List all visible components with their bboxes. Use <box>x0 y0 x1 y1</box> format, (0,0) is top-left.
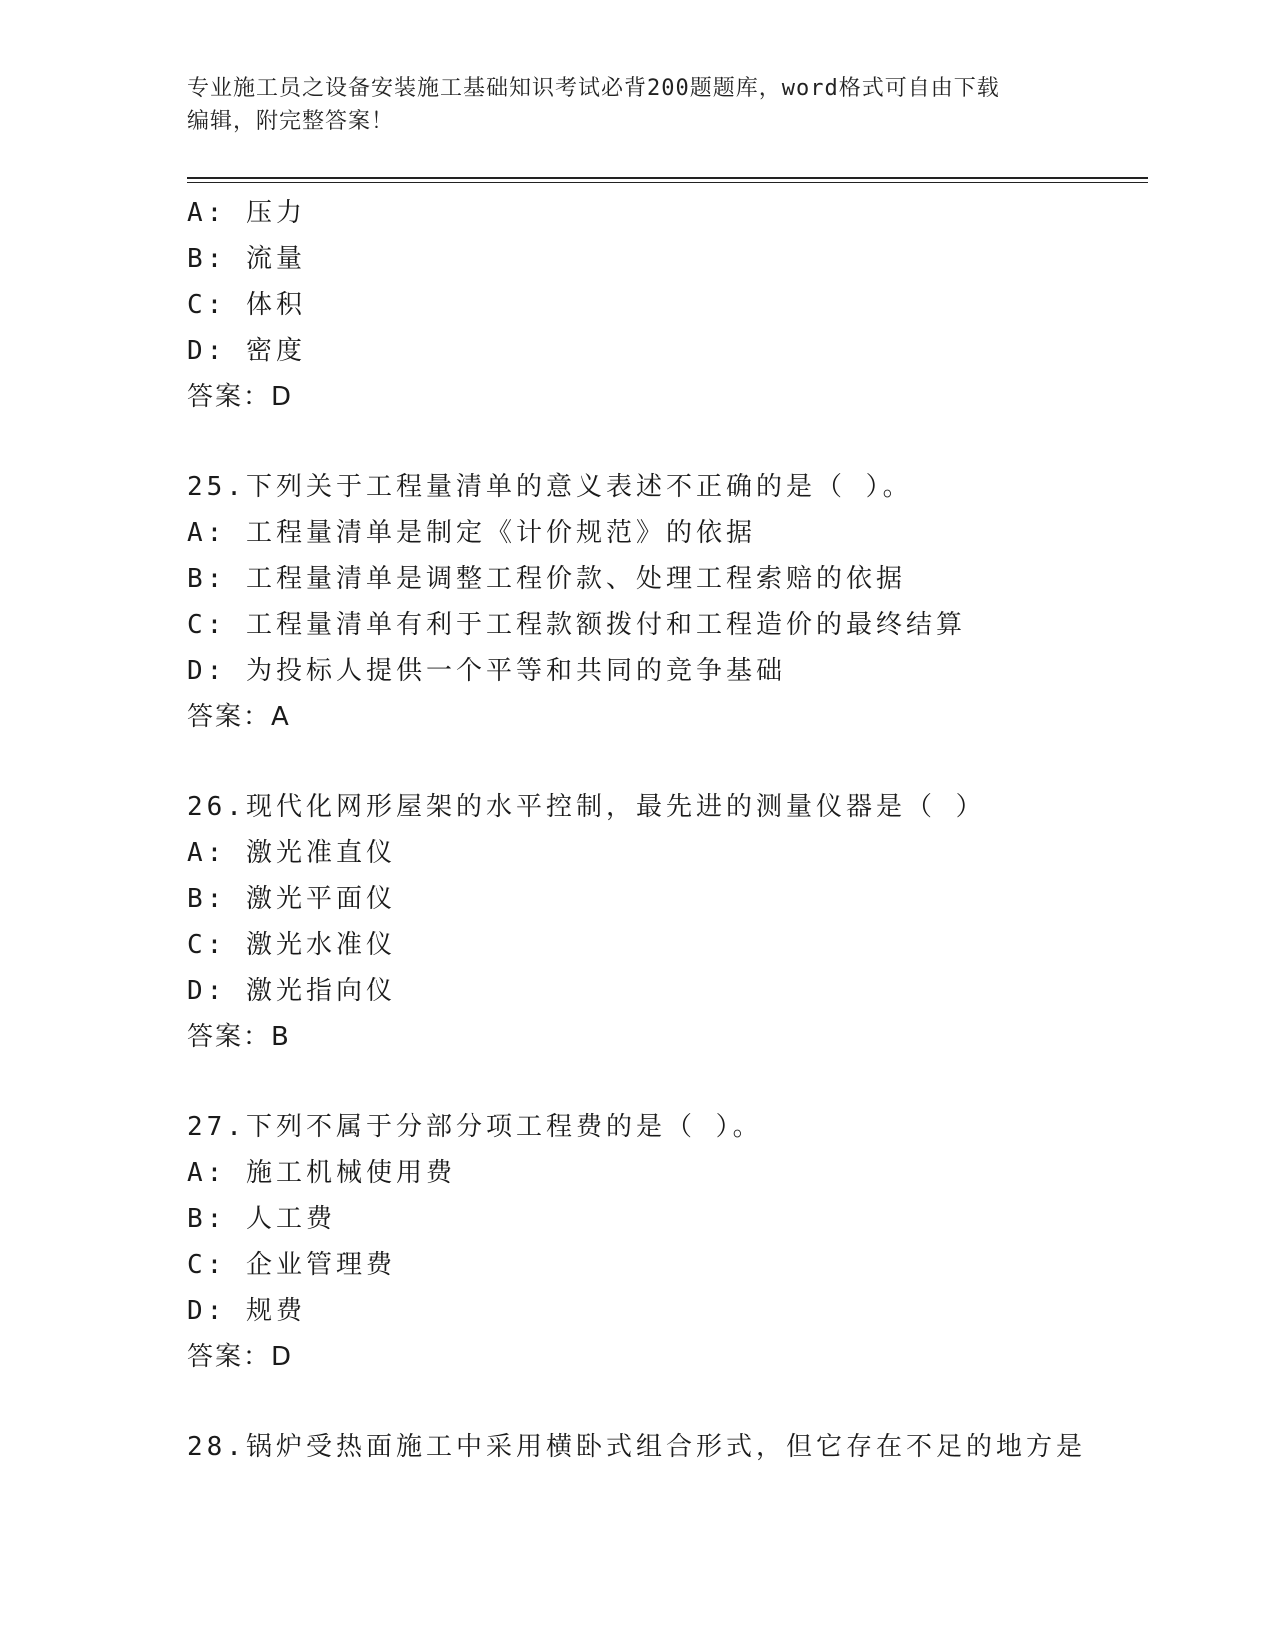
answer-line: 答案：B <box>187 1022 291 1052</box>
option-a: A: 工程量清单是制定《计价规范》的依据 <box>187 518 756 548</box>
question-25 <box>187 464 1147 740</box>
option-b: B: 人工费 <box>187 1204 336 1234</box>
option-c: C: 激光水准仪 <box>187 930 396 960</box>
option-a: A: 激光准直仪 <box>187 838 396 868</box>
question-text: 26.现代化网形屋架的水平控制，最先进的测量仪器是（ ） <box>187 792 986 822</box>
option-d: D: 密度 <box>187 336 306 366</box>
header-line-2: 编辑，附完整答案！ <box>187 109 395 134</box>
spacer <box>187 740 1147 784</box>
option-d: D: 为投标人提供一个平等和共同的竞争基础 <box>187 656 786 686</box>
option-a: A: 施工机械使用费 <box>187 1158 456 1188</box>
option-a: A: 压力 <box>187 198 306 228</box>
header-divider-thick <box>187 177 1148 179</box>
option-c: C: 体积 <box>187 290 306 320</box>
question-26 <box>187 784 1147 1060</box>
question-27 <box>187 1104 1147 1380</box>
option-d: D: 规费 <box>187 1296 306 1326</box>
answer-line: 答案：A <box>187 702 291 732</box>
spacer <box>187 1060 1147 1104</box>
document-header <box>187 72 1067 138</box>
option-d: D: 激光指向仪 <box>187 976 396 1006</box>
option-c: C: 工程量清单有利于工程款额拨付和工程造价的最终结算 <box>187 610 966 640</box>
option-c: C: 企业管理费 <box>187 1250 396 1280</box>
option-b: B: 工程量清单是调整工程价款、处理工程索赔的依据 <box>187 564 906 594</box>
answer-line: 答案：D <box>187 382 294 412</box>
question-list <box>187 190 1147 1470</box>
spacer <box>187 1380 1147 1424</box>
question-text: 27.下列不属于分部分项工程费的是（ ）。 <box>187 1112 763 1142</box>
question-24 <box>187 190 1147 420</box>
header-divider-thin <box>187 182 1148 183</box>
question-text: 25.下列关于工程量清单的意义表述不正确的是（ ）。 <box>187 472 913 502</box>
option-b: B: 激光平面仪 <box>187 884 396 914</box>
option-b: B: 流量 <box>187 244 306 274</box>
answer-line: 答案：D <box>187 1342 294 1372</box>
question-text: 28.锅炉受热面施工中采用横卧式组合形式，但它存在不足的地方是 <box>187 1432 1086 1462</box>
spacer <box>187 420 1147 464</box>
header-line-1: 专业施工员之设备安装施工基础知识考试必背200题题库，word格式可自由下载 <box>187 76 1000 101</box>
question-28 <box>187 1424 1147 1470</box>
